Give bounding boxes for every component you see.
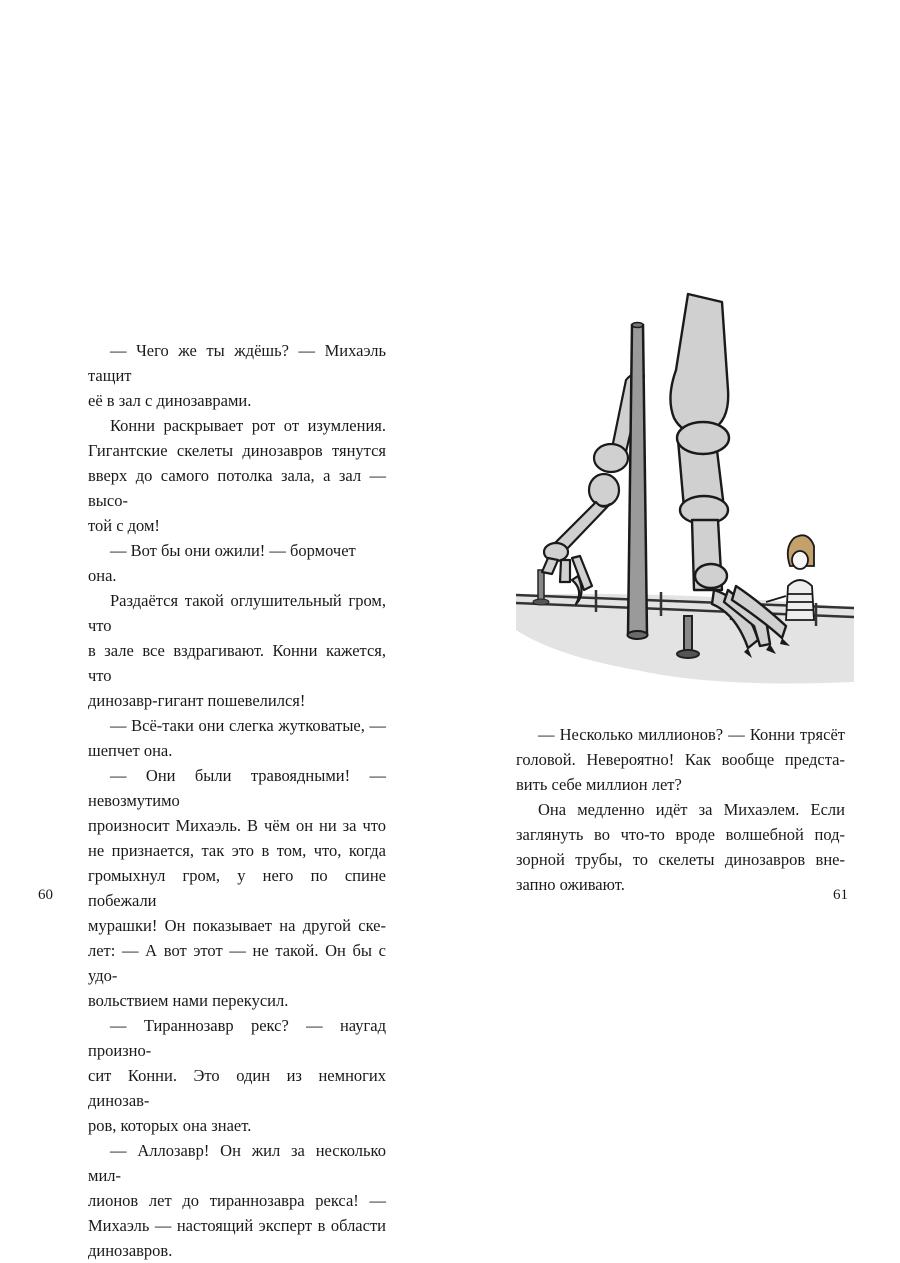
text-line: динозавр-гигант пошевелился! xyxy=(88,691,306,710)
text-line: её в зал с динозаврами. xyxy=(88,391,252,410)
text-line: лионов лет до тираннозавра рекса! — xyxy=(88,1191,386,1210)
text-line: вверх до самого потолка зала, а зал — высо- xyxy=(88,466,386,510)
text-line: Она медленно идёт за Михаэлем. Если xyxy=(538,800,845,819)
right-page-text xyxy=(516,722,845,897)
text-line: Михаэль — настоящий эксперт в области xyxy=(88,1216,386,1235)
text-line: — Тираннозавр рекс? — наугад произно- xyxy=(88,1016,386,1060)
text-line: — Они были травоядными! — невозмутимо xyxy=(88,766,386,810)
text-line: Раздаётся такой оглушительный гром, что xyxy=(88,591,386,635)
text-line: вольствием нами перекусил. xyxy=(88,991,289,1010)
text-line: Гигантские скелеты динозавров тянутся xyxy=(88,441,386,460)
text-line: — Вот бы они ожили! — бормочет она. xyxy=(88,541,356,585)
text-line: сит Конни. Это один из немногих динозав- xyxy=(88,1066,386,1110)
left-page xyxy=(0,0,450,1260)
text-line: — Аллозавр! Он жил за несколько мил- xyxy=(88,1141,386,1185)
text-line: громыхнул гром, у него по спине побежали xyxy=(88,866,386,910)
text-line: в зале все вздрагивают. Конни кажется, что xyxy=(88,641,386,685)
text-line: шепчет она. xyxy=(88,741,173,760)
text-line: зорной трубы, то скелеты динозавров вне- xyxy=(516,850,845,869)
text-line: той с дом! xyxy=(88,516,160,535)
text-line: вить себе миллион лет? xyxy=(516,775,682,794)
left-page-text xyxy=(88,338,386,1263)
dinosaur-skeleton-legs-illustration xyxy=(516,290,854,690)
text-line: ров, которых она знает. xyxy=(88,1116,252,1135)
text-line: лет: — А вот этот — не такой. Он бы с удо- xyxy=(88,941,386,985)
text-line: динозавров. xyxy=(88,1241,173,1260)
text-line: запно оживают. xyxy=(516,875,625,894)
text-line: произносит Михаэль. В чём он ни за что xyxy=(88,816,386,835)
text-line: заглянуть во что-то вроде волшебной под- xyxy=(516,825,845,844)
text-line: — Чего же ты ждёшь? — Михаэль тащит xyxy=(88,341,386,385)
text-line: не признается, так это в том, что, когда xyxy=(88,841,386,860)
text-line: — Несколько миллионов? — Конни трясёт xyxy=(538,725,845,744)
text-line: мурашки! Он показывает на другой ске- xyxy=(88,916,386,935)
text-line: — Всё-таки они слегка жутковатые, — xyxy=(110,716,386,735)
page-number-right: 61 xyxy=(833,887,848,903)
page-number-left: 60 xyxy=(38,887,53,903)
text-line: головой. Невероятно! Как вообще предста- xyxy=(516,750,845,769)
text-line: Конни раскрывает рот от изумления. xyxy=(110,416,386,435)
